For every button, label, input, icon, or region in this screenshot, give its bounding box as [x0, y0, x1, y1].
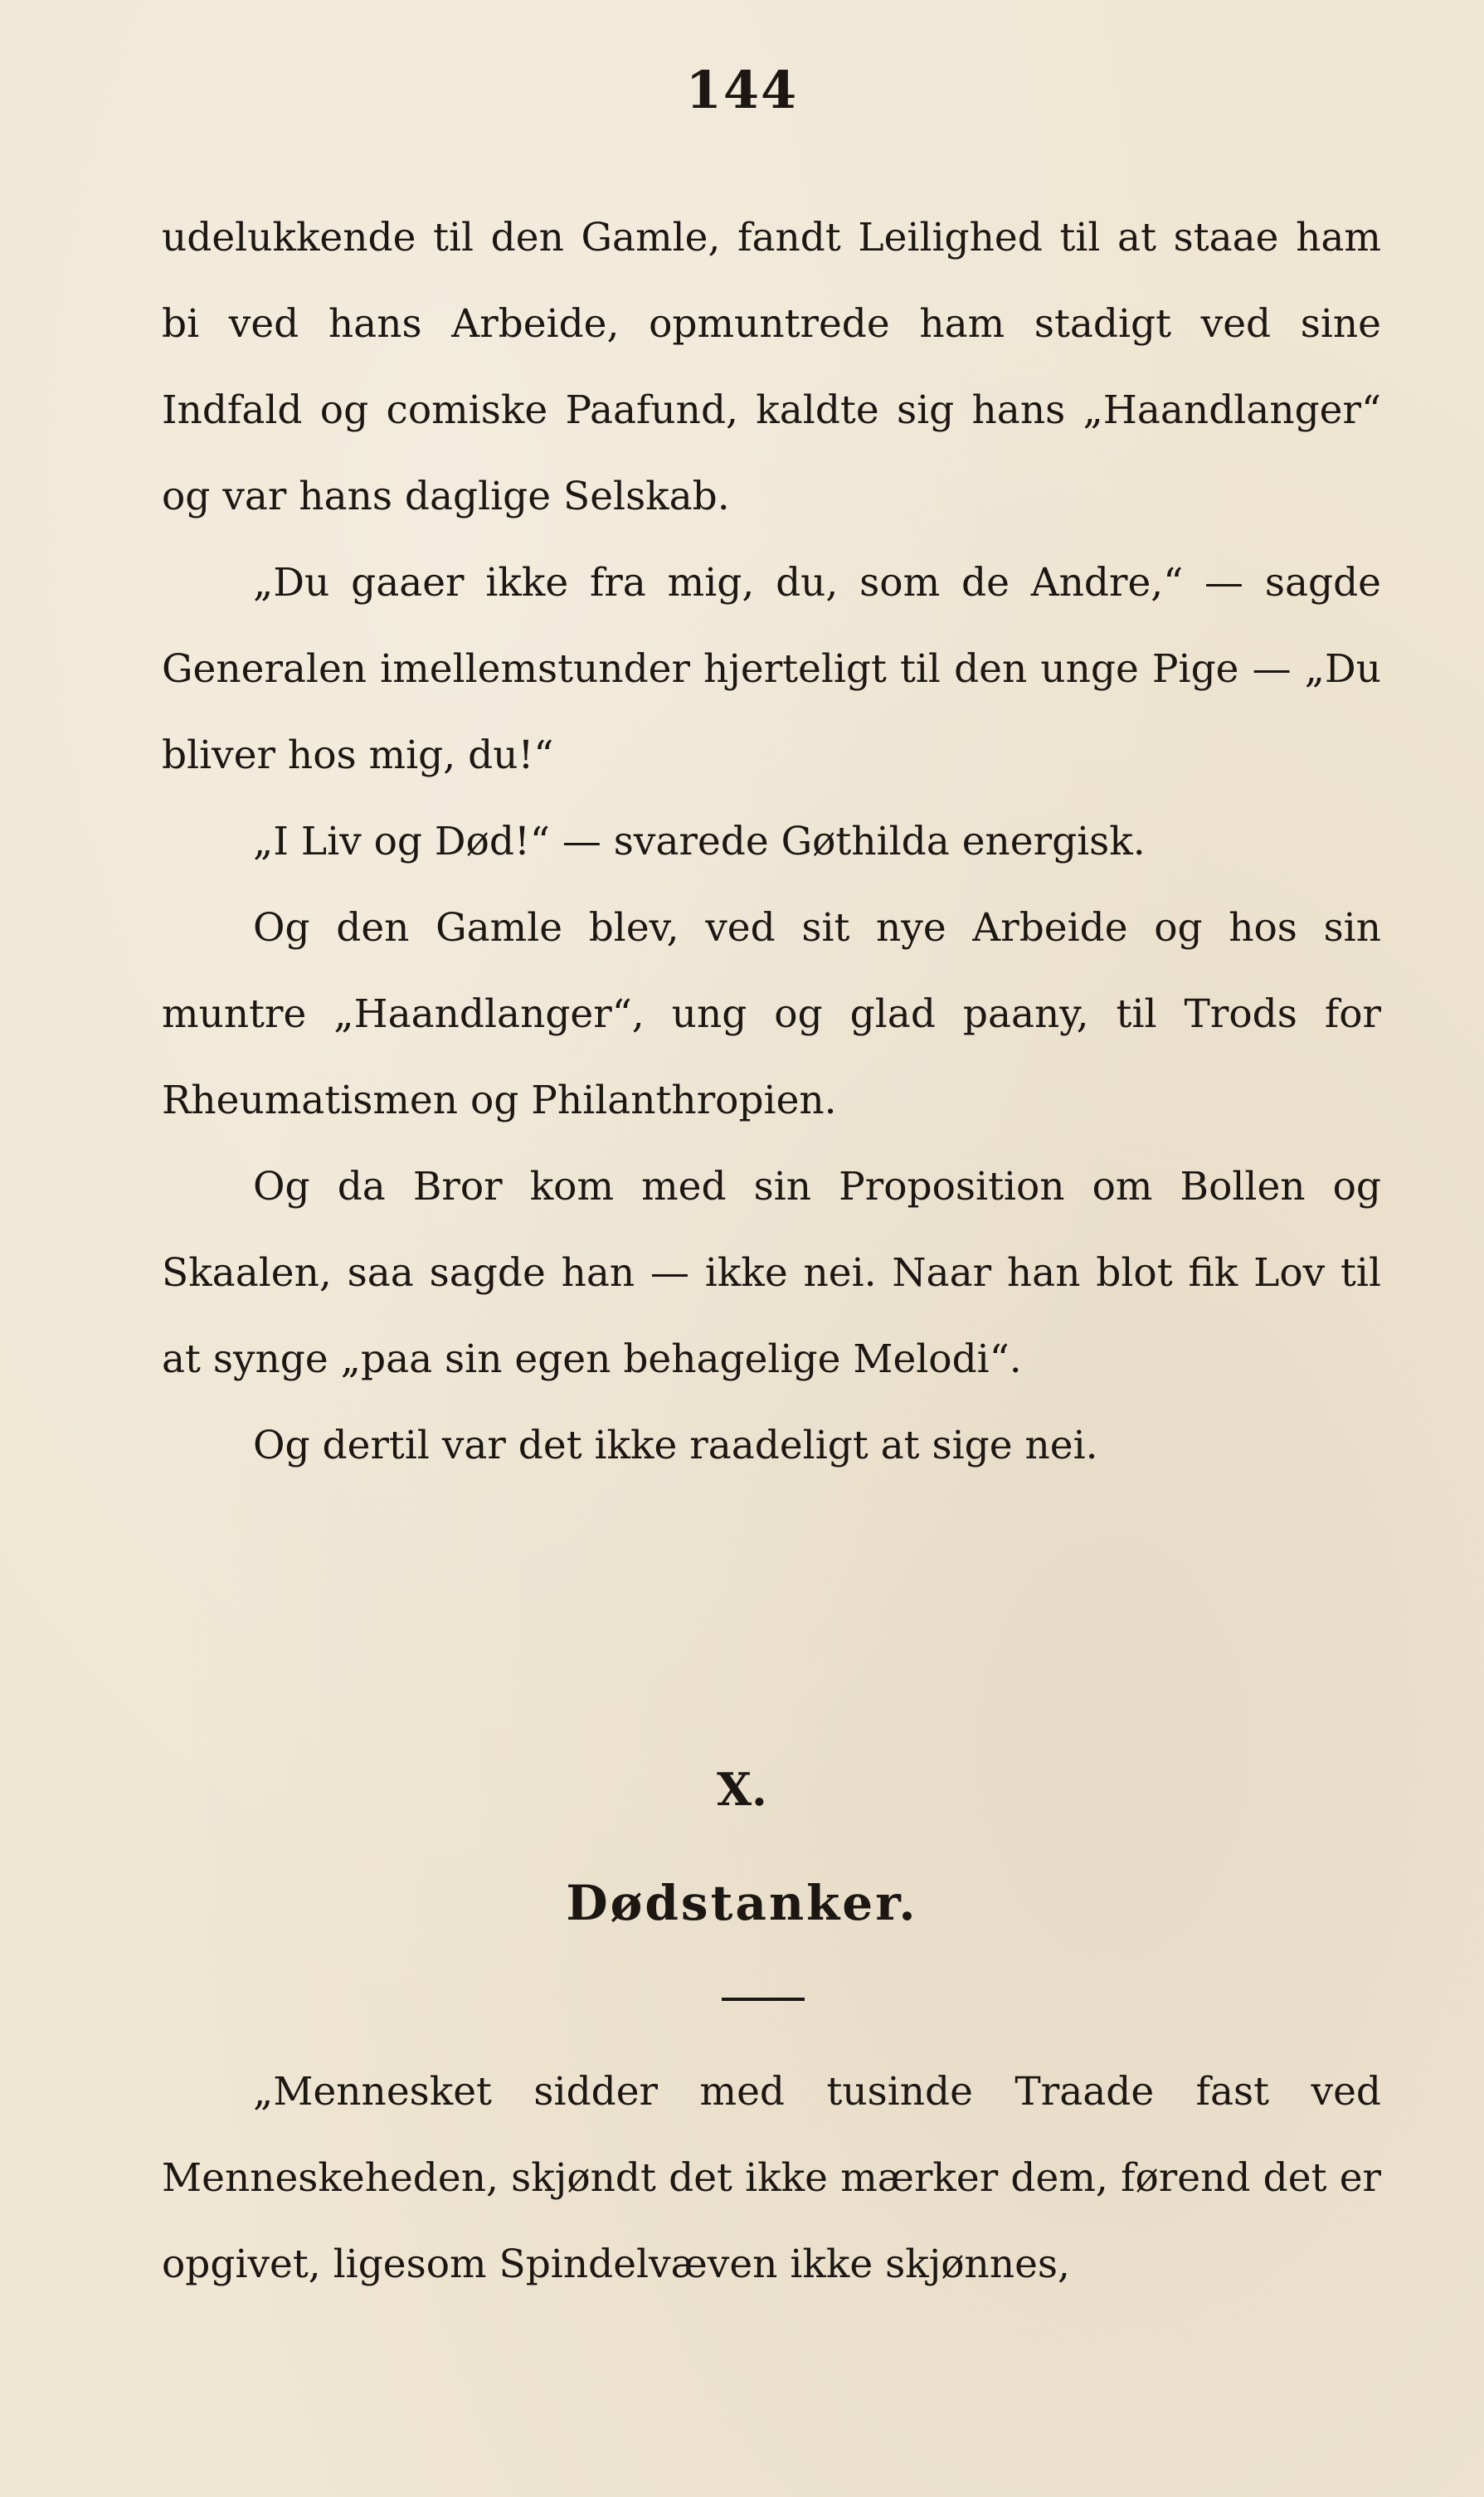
paragraph-2: „Du gaaer ikke fra mig, du, som de Andre,“ — sagde Generalen imellemstunder hjerteligt til den unge Pige — „Du bliver hos mig, du!“	[162, 560, 1381, 778]
page-number: 144	[685, 60, 799, 120]
chapter-divider	[722, 1998, 805, 2001]
chapter-opening-paragraph: „Mennesket sidder med tusinde Traade fast ved Menneskeheden, skjøndt det ikke mærker dem, førend det er opgivet, ligesom Spindelvæven ikke skjønnes,	[162, 2069, 1381, 2287]
paragraph-3: „I Liv og Død!“ — svarede Gøthilda energisk.	[253, 819, 1146, 864]
main-text	[162, 195, 1381, 1489]
chapter-title: Dødstanker.	[566, 1875, 918, 1931]
paragraph-5: Og da Bror kom med sin Proposition om Bollen og Skaalen, saa sagde han — ikke nei. Naar han blot fik Lov til at synge „paa sin egen behagelige Melodi“.	[162, 1164, 1381, 1382]
paragraph-4: Og den Gamle blev, ved sit nye Arbeide og hos sin muntre „Haandlanger“, ung og glad paany, til Trods for Rheumatismen og Philanthropien.	[162, 905, 1381, 1123]
paragraph-6: Og dertil var det ikke raadeligt at sige nei.	[253, 1423, 1098, 1468]
chapter-number: X.	[717, 1763, 767, 1816]
paragraph-1: udelukkende til den Gamle, fandt Leilighed til at staae ham bi ved hans Arbeide, opmuntrede ham stadigt ved sine Indfald og comiske Paafund, kaldte sig hans „Haandlanger“ og var hans daglige Selskab.	[162, 215, 1381, 519]
chapter-text	[162, 2049, 1381, 2308]
